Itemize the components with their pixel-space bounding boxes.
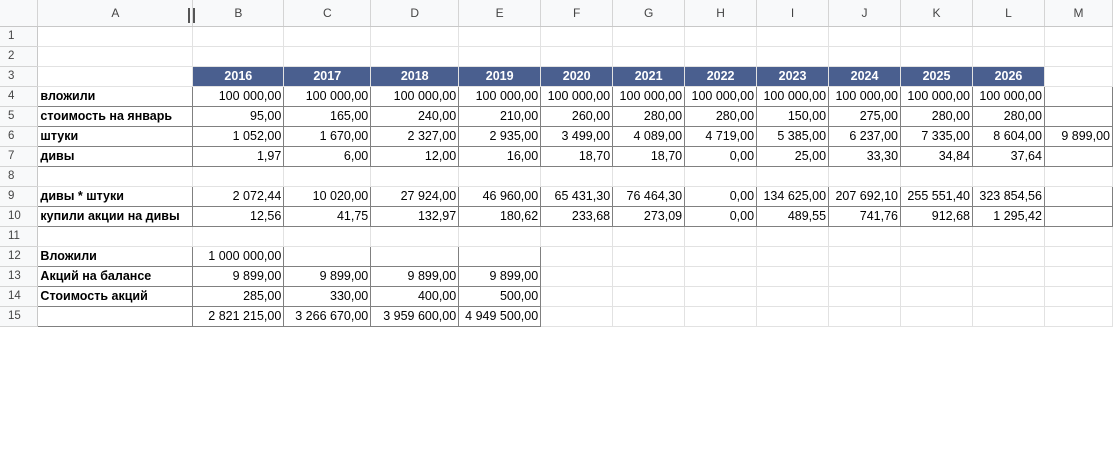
- row-header[interactable]: 15: [0, 306, 38, 326]
- value-cell[interactable]: 100 000,00: [193, 86, 284, 106]
- column-header-a[interactable]: A: [38, 0, 193, 26]
- value-cell[interactable]: 4 089,00: [613, 126, 685, 146]
- column-header-f[interactable]: F: [541, 0, 613, 26]
- value-cell[interactable]: 9 899,00: [193, 266, 284, 286]
- cell[interactable]: [613, 226, 685, 246]
- column-header-m[interactable]: M: [1044, 0, 1112, 26]
- row-label-cell[interactable]: стоимость на январь: [38, 106, 193, 126]
- value-cell[interactable]: 741,76: [829, 206, 901, 226]
- value-cell[interactable]: 6 237,00: [829, 126, 901, 146]
- sheet-row: [0, 206, 1113, 226]
- value-cell[interactable]: 2 072,44: [193, 186, 284, 206]
- value-cell[interactable]: 3 959 600,00: [371, 306, 459, 326]
- value-cell[interactable]: 0,00: [685, 206, 757, 226]
- value-cell[interactable]: 100 000,00: [685, 86, 757, 106]
- cell[interactable]: [685, 286, 757, 306]
- column-header-d[interactable]: D: [371, 0, 459, 26]
- cell[interactable]: [541, 46, 613, 66]
- cell[interactable]: [371, 226, 459, 246]
- value-cell[interactable]: 2 935,00: [459, 126, 541, 146]
- sheet-row: [0, 46, 1113, 66]
- cell[interactable]: [1044, 46, 1112, 66]
- value-cell[interactable]: 323 854,56: [972, 186, 1044, 206]
- sheet-row: [0, 86, 1113, 106]
- cell[interactable]: [757, 286, 829, 306]
- value-cell[interactable]: 12,56: [193, 206, 284, 226]
- cell[interactable]: [38, 166, 193, 186]
- value-cell[interactable]: 280,00: [685, 106, 757, 126]
- cell[interactable]: [371, 26, 459, 46]
- value-cell[interactable]: 33,30: [829, 146, 901, 166]
- cell[interactable]: [757, 26, 829, 46]
- cell[interactable]: [829, 226, 901, 246]
- cell[interactable]: [613, 266, 685, 286]
- cell[interactable]: [685, 26, 757, 46]
- value-cell[interactable]: 280,00: [613, 106, 685, 126]
- cell[interactable]: [1044, 146, 1112, 166]
- column-header-j[interactable]: J: [829, 0, 901, 26]
- cell[interactable]: [541, 286, 613, 306]
- row-label-cell[interactable]: штуки: [38, 126, 193, 146]
- sheet-row: [0, 246, 1113, 266]
- cell[interactable]: [901, 306, 973, 326]
- value-cell[interactable]: 489,55: [757, 206, 829, 226]
- cell[interactable]: [972, 26, 1044, 46]
- value-cell[interactable]: 1 052,00: [193, 126, 284, 146]
- year-header-cell[interactable]: 2025: [901, 66, 973, 86]
- year-header-cell[interactable]: 2024: [829, 66, 901, 86]
- sheet-row: [0, 146, 1113, 166]
- cell[interactable]: [1044, 206, 1112, 226]
- value-cell[interactable]: 1 000 000,00: [193, 246, 284, 266]
- cell[interactable]: [757, 246, 829, 266]
- row-label-cell[interactable]: дивы * штуки: [38, 186, 193, 206]
- cell[interactable]: [284, 46, 371, 66]
- value-cell[interactable]: 273,09: [613, 206, 685, 226]
- cell[interactable]: [541, 226, 613, 246]
- value-cell[interactable]: 41,75: [284, 206, 371, 226]
- cell[interactable]: [1044, 286, 1112, 306]
- value-cell[interactable]: 330,00: [284, 286, 371, 306]
- cell[interactable]: [1044, 106, 1112, 126]
- value-cell[interactable]: 6,00: [284, 146, 371, 166]
- value-cell[interactable]: 100 000,00: [371, 86, 459, 106]
- column-header-c[interactable]: C: [284, 0, 371, 26]
- value-cell[interactable]: 18,70: [541, 146, 613, 166]
- cell[interactable]: [829, 246, 901, 266]
- value-cell[interactable]: 280,00: [972, 106, 1044, 126]
- value-cell[interactable]: 3 266 670,00: [284, 306, 371, 326]
- value-cell[interactable]: 207 692,10: [829, 186, 901, 206]
- value-cell[interactable]: 100 000,00: [757, 86, 829, 106]
- cell[interactable]: [1044, 226, 1112, 246]
- cell[interactable]: [829, 306, 901, 326]
- column-header-g[interactable]: G: [613, 0, 685, 26]
- value-cell[interactable]: 132,97: [371, 206, 459, 226]
- column-header-row: [0, 0, 1113, 26]
- column-header-e[interactable]: E: [459, 0, 541, 26]
- sheet-row: [0, 306, 1113, 326]
- sheet-row: [0, 126, 1113, 146]
- value-cell[interactable]: 37,64: [972, 146, 1044, 166]
- cell[interactable]: [371, 166, 459, 186]
- cell[interactable]: [613, 306, 685, 326]
- row-label-cell[interactable]: Акций на балансе: [38, 266, 193, 286]
- cell[interactable]: [757, 166, 829, 186]
- cell[interactable]: [972, 286, 1044, 306]
- value-cell[interactable]: 76 464,30: [613, 186, 685, 206]
- row-label-cell[interactable]: дивы: [38, 146, 193, 166]
- value-cell[interactable]: 9 899,00: [371, 266, 459, 286]
- cell[interactable]: [972, 266, 1044, 286]
- cell[interactable]: [685, 246, 757, 266]
- row-header[interactable]: 12: [0, 246, 38, 266]
- value-cell[interactable]: 255 551,40: [901, 186, 973, 206]
- value-cell[interactable]: 233,68: [541, 206, 613, 226]
- value-cell[interactable]: 9 899,00: [1044, 126, 1112, 146]
- cell[interactable]: [38, 26, 193, 46]
- row-header[interactable]: 13: [0, 266, 38, 286]
- cell[interactable]: [901, 166, 973, 186]
- cell[interactable]: [901, 246, 973, 266]
- value-cell[interactable]: 100 000,00: [459, 86, 541, 106]
- cell[interactable]: [541, 266, 613, 286]
- cell[interactable]: [685, 306, 757, 326]
- sheet-row: [0, 266, 1113, 286]
- cell[interactable]: [757, 226, 829, 246]
- cell[interactable]: [1044, 66, 1112, 86]
- cell[interactable]: [757, 306, 829, 326]
- value-cell[interactable]: 10 020,00: [284, 186, 371, 206]
- cell[interactable]: [613, 246, 685, 266]
- value-cell[interactable]: 210,00: [459, 106, 541, 126]
- cell[interactable]: [193, 26, 284, 46]
- value-cell[interactable]: 100 000,00: [541, 86, 613, 106]
- value-cell[interactable]: 2 327,00: [371, 126, 459, 146]
- cell[interactable]: [757, 46, 829, 66]
- cell[interactable]: [459, 226, 541, 246]
- row-header[interactable]: 3: [0, 66, 38, 86]
- cell[interactable]: [193, 226, 284, 246]
- column-header-k[interactable]: K: [901, 0, 973, 26]
- value-cell[interactable]: 100 000,00: [829, 86, 901, 106]
- row-header[interactable]: 2: [0, 46, 38, 66]
- cell[interactable]: [38, 226, 193, 246]
- cell[interactable]: [972, 226, 1044, 246]
- cell[interactable]: [371, 46, 459, 66]
- value-cell[interactable]: 912,68: [901, 206, 973, 226]
- value-cell[interactable]: 25,00: [757, 146, 829, 166]
- value-cell[interactable]: 4 719,00: [685, 126, 757, 146]
- cell[interactable]: [685, 166, 757, 186]
- row-header[interactable]: 11: [0, 226, 38, 246]
- cell[interactable]: [685, 46, 757, 66]
- value-cell[interactable]: 500,00: [459, 286, 541, 306]
- cell[interactable]: [1044, 86, 1112, 106]
- cell[interactable]: [757, 266, 829, 286]
- sheet-row: [0, 186, 1113, 206]
- row-header[interactable]: 10: [0, 206, 38, 226]
- cell[interactable]: [613, 166, 685, 186]
- value-cell[interactable]: 134 625,00: [757, 186, 829, 206]
- row-header[interactable]: 1: [0, 26, 38, 46]
- value-cell[interactable]: 100 000,00: [901, 86, 973, 106]
- value-cell[interactable]: 0,00: [685, 146, 757, 166]
- cell[interactable]: [284, 166, 371, 186]
- cell[interactable]: [1044, 266, 1112, 286]
- value-cell[interactable]: 280,00: [901, 106, 973, 126]
- column-header-l[interactable]: L: [972, 0, 1044, 26]
- column-header-h[interactable]: H: [685, 0, 757, 26]
- cell[interactable]: [1044, 186, 1112, 206]
- year-header-cell[interactable]: 2020: [541, 66, 613, 86]
- value-cell[interactable]: 27 924,00: [371, 186, 459, 206]
- cell[interactable]: [541, 306, 613, 326]
- value-cell[interactable]: 180,62: [459, 206, 541, 226]
- column-header-i[interactable]: I: [757, 0, 829, 26]
- cell[interactable]: [829, 166, 901, 186]
- value-cell[interactable]: 100 000,00: [613, 86, 685, 106]
- row-label-cell[interactable]: вложили: [38, 86, 193, 106]
- row-header[interactable]: 9: [0, 186, 38, 206]
- row-label-cell[interactable]: купили акции на дивы: [38, 206, 193, 226]
- year-header-cell[interactable]: 2017: [284, 66, 371, 86]
- value-cell[interactable]: 165,00: [284, 106, 371, 126]
- value-cell[interactable]: 240,00: [371, 106, 459, 126]
- value-cell[interactable]: 260,00: [541, 106, 613, 126]
- cell[interactable]: [459, 46, 541, 66]
- row-header[interactable]: 4: [0, 86, 38, 106]
- column-header-b[interactable]: B: [193, 0, 284, 26]
- year-header-cell[interactable]: 2026: [972, 66, 1044, 86]
- row-header[interactable]: 8: [0, 166, 38, 186]
- cell[interactable]: [193, 166, 284, 186]
- cell[interactable]: [901, 46, 973, 66]
- value-cell[interactable]: 1 295,42: [972, 206, 1044, 226]
- cell[interactable]: [38, 46, 193, 66]
- row-label-cell[interactable]: Вложили: [38, 246, 193, 266]
- value-cell[interactable]: 16,00: [459, 146, 541, 166]
- row-header[interactable]: 6: [0, 126, 38, 146]
- value-cell[interactable]: 95,00: [193, 106, 284, 126]
- row-label-cell[interactable]: [38, 306, 193, 326]
- cell[interactable]: [901, 26, 973, 46]
- value-cell[interactable]: 9 899,00: [459, 266, 541, 286]
- sheet-row: [0, 226, 1113, 246]
- cell[interactable]: [371, 246, 459, 266]
- cell[interactable]: [284, 246, 371, 266]
- cell[interactable]: [613, 26, 685, 46]
- cell[interactable]: [38, 66, 193, 86]
- year-header-cell[interactable]: 2019: [459, 66, 541, 86]
- year-header-cell[interactable]: 2021: [613, 66, 685, 86]
- value-cell[interactable]: 46 960,00: [459, 186, 541, 206]
- cell[interactable]: [1044, 166, 1112, 186]
- value-cell[interactable]: 100 000,00: [284, 86, 371, 106]
- cell[interactable]: [541, 26, 613, 46]
- sheet-row: [0, 106, 1113, 126]
- cell[interactable]: [541, 166, 613, 186]
- value-cell[interactable]: 7 335,00: [901, 126, 973, 146]
- cell[interactable]: [972, 306, 1044, 326]
- cell[interactable]: [685, 226, 757, 246]
- row-header[interactable]: 5: [0, 106, 38, 126]
- year-header-cell[interactable]: 2018: [371, 66, 459, 86]
- year-header-cell[interactable]: 2016: [193, 66, 284, 86]
- cell[interactable]: [829, 286, 901, 306]
- value-cell[interactable]: 2 821 215,00: [193, 306, 284, 326]
- cell[interactable]: [459, 26, 541, 46]
- value-cell[interactable]: 18,70: [613, 146, 685, 166]
- cell[interactable]: [459, 246, 541, 266]
- cell[interactable]: [1044, 26, 1112, 46]
- value-cell[interactable]: 34,84: [901, 146, 973, 166]
- value-cell[interactable]: 0,00: [685, 186, 757, 206]
- cell[interactable]: [901, 286, 973, 306]
- row-label-cell[interactable]: Стоимость акций: [38, 286, 193, 306]
- value-cell[interactable]: 9 899,00: [284, 266, 371, 286]
- value-cell[interactable]: 400,00: [371, 286, 459, 306]
- cell[interactable]: [284, 26, 371, 46]
- cell[interactable]: [901, 266, 973, 286]
- value-cell[interactable]: 1 670,00: [284, 126, 371, 146]
- sheet-row: [0, 26, 1113, 46]
- cell[interactable]: [829, 266, 901, 286]
- value-cell[interactable]: 4 949 500,00: [459, 306, 541, 326]
- cell[interactable]: [541, 246, 613, 266]
- value-cell[interactable]: 5 385,00: [757, 126, 829, 146]
- value-cell[interactable]: 100 000,00: [972, 86, 1044, 106]
- cell[interactable]: [613, 46, 685, 66]
- cell[interactable]: [1044, 306, 1112, 326]
- value-cell[interactable]: 12,00: [371, 146, 459, 166]
- sheet-row: [0, 166, 1113, 186]
- value-cell[interactable]: 150,00: [757, 106, 829, 126]
- cell[interactable]: [829, 26, 901, 46]
- value-cell[interactable]: 285,00: [193, 286, 284, 306]
- select-all-corner[interactable]: [0, 0, 38, 26]
- year-header-cell[interactable]: 2022: [685, 66, 757, 86]
- cell[interactable]: [901, 226, 973, 246]
- cell[interactable]: [613, 286, 685, 306]
- cell[interactable]: [284, 226, 371, 246]
- cell[interactable]: [972, 246, 1044, 266]
- row-header[interactable]: 14: [0, 286, 38, 306]
- value-cell[interactable]: 3 499,00: [541, 126, 613, 146]
- year-header-cell[interactable]: 2023: [757, 66, 829, 86]
- value-cell[interactable]: 1,97: [193, 146, 284, 166]
- cell[interactable]: [1044, 246, 1112, 266]
- value-cell[interactable]: 275,00: [829, 106, 901, 126]
- cell[interactable]: [829, 46, 901, 66]
- cell[interactable]: [685, 266, 757, 286]
- cell[interactable]: [972, 46, 1044, 66]
- row-header[interactable]: 7: [0, 146, 38, 166]
- sheet-row: [0, 66, 1113, 86]
- cell[interactable]: [972, 166, 1044, 186]
- value-cell[interactable]: 8 604,00: [972, 126, 1044, 146]
- cell[interactable]: [193, 46, 284, 66]
- freeze-divider-handle[interactable]: [188, 8, 195, 23]
- value-cell[interactable]: 65 431,30: [541, 186, 613, 206]
- sheet-row: [0, 286, 1113, 306]
- cell[interactable]: [459, 166, 541, 186]
